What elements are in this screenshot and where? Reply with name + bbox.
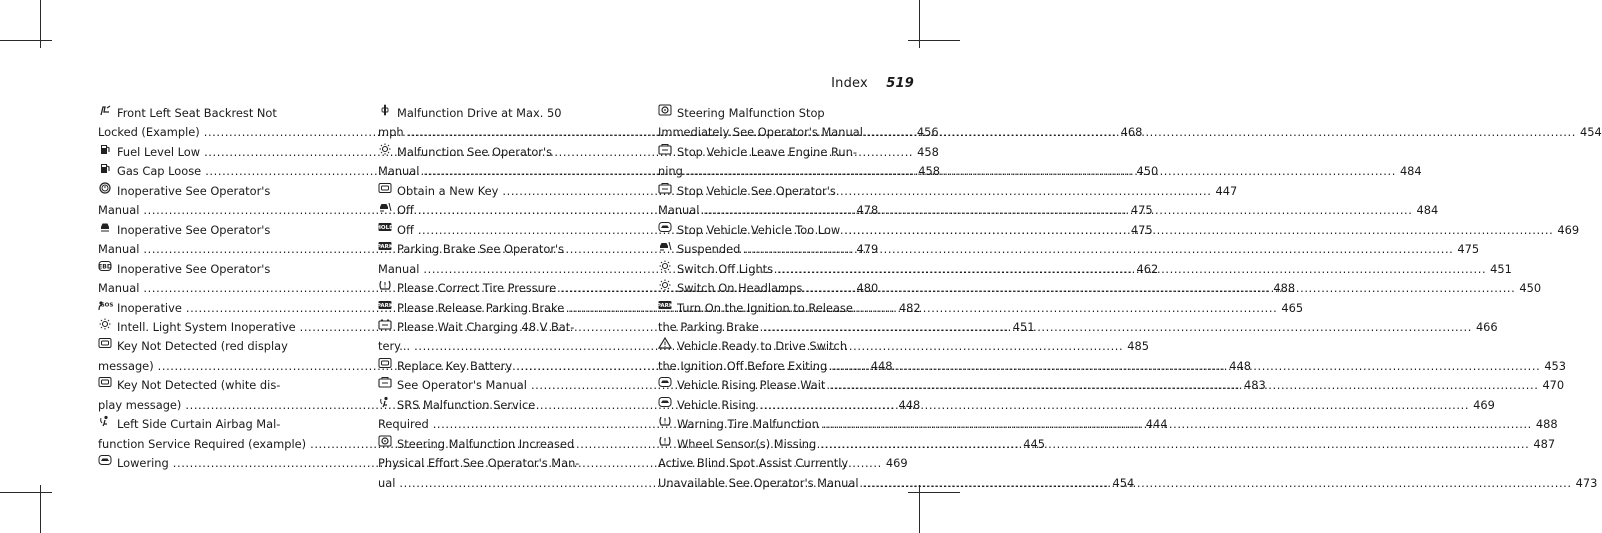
entry-text: Inoperative [117, 300, 182, 315]
entry-text: Vehicle Rising Please Wait [677, 378, 826, 393]
page-reference[interactable]: 473 [1575, 475, 1598, 490]
car-level-icon [658, 396, 672, 408]
steering-icon [658, 104, 672, 116]
page-reference[interactable]: 448 [870, 358, 893, 373]
crop-mark [908, 40, 960, 41]
entry-text: SRS Malfunction Service [397, 397, 536, 412]
svg-text:SOS: SOS [100, 302, 114, 309]
entry-text: Manual [378, 164, 420, 179]
entry-text: Off [397, 203, 414, 218]
key-icon [378, 182, 392, 194]
engine-icon [658, 143, 672, 155]
entry-text: Replace Key Battery [397, 358, 513, 373]
car-sensor-icon [98, 221, 112, 233]
entry-text: Fuel Level Low [117, 144, 201, 159]
page-reference[interactable]: 458 [917, 144, 939, 159]
page-reference[interactable]: 458 [918, 164, 941, 179]
distronic-icon [658, 240, 672, 252]
entry-text: play message) [98, 397, 182, 412]
page-reference[interactable]: 480 [856, 281, 879, 296]
leader-dots [703, 201, 1412, 220]
entry-text: Front Left Seat Backrest Not [117, 106, 277, 120]
svg-text:PARK: PARK [656, 302, 674, 309]
entry-text: the Parking Brake [658, 319, 759, 334]
page-reference[interactable]: 465 [1281, 300, 1304, 315]
airbag-icon [378, 396, 392, 408]
park-icon [378, 299, 392, 311]
leader-dots [823, 415, 1532, 434]
entry-text: Intell. Light System Inoperative [117, 319, 296, 334]
engine-icon [658, 182, 672, 194]
entry-text: Manual [658, 203, 700, 218]
page-reference[interactable]: 453 [1544, 358, 1567, 373]
page-reference[interactable]: 488 [1535, 417, 1558, 432]
entry-line [658, 337, 902, 356]
page-reference[interactable]: 485 [1127, 339, 1149, 354]
entry-line [658, 299, 902, 318]
entry-line [658, 104, 902, 123]
entry-line [98, 337, 342, 356]
page-header [831, 76, 914, 91]
page-reference[interactable]: 462 [1136, 261, 1159, 276]
entry-text: ual [378, 475, 396, 490]
crop-mark [0, 492, 52, 493]
page-number: 519 [886, 76, 914, 91]
key-icon [98, 376, 112, 388]
entry-text: Physical Effort See Operator's Man- [378, 456, 580, 471]
leader-dots [863, 474, 1572, 493]
light-bulb-icon [378, 143, 392, 155]
entry-text: mph [378, 125, 404, 140]
page-reference[interactable]: 475 [1130, 222, 1153, 237]
entry-text: Switch Off Lights [677, 261, 774, 276]
leader-dots [829, 376, 1538, 395]
tire-pressure-icon [378, 279, 392, 291]
entry-text: Manual [98, 281, 140, 296]
key-icon [378, 357, 392, 369]
page-reference[interactable]: 484 [1399, 164, 1422, 179]
page-reference[interactable]: 451 [1012, 319, 1035, 334]
park-icon [658, 299, 672, 311]
entry-text: Stop Vehicle See Operator's [677, 183, 836, 198]
entry-text: the Ignition Off Before Exiting [658, 358, 828, 373]
entry-text: Stop Vehicle Vehicle Too Low [677, 222, 841, 237]
entry-line [378, 104, 622, 123]
entry-text: Switch On Headlamps [677, 281, 803, 296]
svg-text:HOLD: HOLD [376, 224, 394, 231]
svg-text:PARK: PARK [376, 302, 394, 309]
page-reference[interactable]: 475 [1457, 242, 1480, 257]
page-reference[interactable]: 488 [1273, 281, 1296, 296]
entry-line [378, 240, 622, 259]
leader-dots [777, 260, 1486, 279]
light-bulb-icon [98, 318, 112, 330]
leader-dots [867, 123, 1576, 142]
park-icon [378, 240, 392, 252]
entry-text: tery... [378, 339, 411, 354]
entry-line [378, 318, 622, 337]
entry-text: Manual [98, 242, 140, 257]
page-reference[interactable]: 454 [1579, 125, 1602, 140]
page-reference[interactable]: 451 [1490, 261, 1512, 276]
page-reference[interactable]: 444 [1145, 417, 1168, 432]
airbag-icon [98, 415, 112, 427]
page-reference[interactable]: 469 [1473, 397, 1495, 412]
entry-text: Required [378, 417, 429, 432]
seat-backrest-icon [98, 104, 112, 116]
entry-line [98, 182, 342, 201]
entry-text: Steering Malfunction Increased [397, 436, 575, 451]
brake-warning-icon [98, 182, 112, 194]
steering-icon [378, 435, 392, 447]
entry-text: Key Not Detected (red display [117, 339, 288, 354]
car-level-icon [658, 221, 672, 233]
entry-text: Unavailable See Operator's Manual [658, 475, 859, 490]
page-reference[interactable]: 448 [1229, 358, 1251, 373]
entry-text: message) [98, 358, 154, 373]
fuel-pump-icon [98, 143, 112, 155]
entry-line [98, 104, 342, 123]
light-bulb-icon [658, 279, 672, 291]
page-reference[interactable]: 470 [1542, 378, 1565, 393]
page-reference[interactable]: 478 [856, 203, 879, 218]
entry-text: Wheel Sensor(s) Missing [677, 436, 817, 451]
header-title: Index [831, 76, 868, 91]
entry-text: Manual [378, 261, 420, 276]
entry-text: Inoperative See Operator's [117, 222, 271, 237]
entry-text: Steering Malfunction Stop [677, 106, 825, 120]
engine-icon [378, 376, 392, 388]
page-reference[interactable]: 482 [898, 300, 921, 315]
entry-text: Malfunction Drive at Max. 50 [397, 106, 562, 120]
entry-line [378, 435, 622, 454]
page-reference[interactable]: 450 [1519, 281, 1542, 296]
page-reference[interactable]: 484 [1416, 203, 1439, 218]
page-reference[interactable]: 448 [898, 397, 921, 412]
svg-text:EBD: EBD [98, 263, 112, 271]
entry-text: Manual [98, 203, 140, 218]
page-reference[interactable]: 456 [916, 125, 939, 140]
entry-text: Malfunction See Operator's [397, 144, 553, 159]
entry-line [98, 415, 342, 434]
entry-text: Please Wait Charging 48 V Bat- [397, 319, 575, 334]
entry-text: Vehicle Rising [677, 397, 756, 412]
entry-text: Left Side Curtain Airbag Mal- [117, 417, 281, 432]
entry-text: Parking Brake See Operator's [397, 242, 565, 257]
entry-text: Immediately See Operator's Manual [658, 125, 863, 140]
page-reference[interactable]: 447 [1215, 183, 1238, 198]
entry-text: Active Blind Spot Assist Currently [658, 456, 849, 471]
key-icon [98, 337, 112, 349]
svg-text:PARK: PARK [376, 244, 394, 251]
page-reference[interactable]: 450 [1136, 164, 1159, 179]
battery-icon [378, 318, 392, 330]
entry-text: ning [658, 164, 683, 179]
leader-dots [844, 221, 1553, 240]
page-reference[interactable]: 469 [885, 456, 908, 471]
entry-text: Lowering [117, 456, 169, 471]
index-entry [658, 240, 1480, 259]
drive-malfunction-icon [378, 104, 392, 116]
car-level-icon [658, 376, 672, 388]
page-reference[interactable]: 487 [1533, 436, 1556, 451]
entry-line [98, 260, 342, 279]
entry-text: function Service Required (example) [98, 436, 307, 451]
page-reference[interactable]: 445 [1023, 436, 1045, 451]
entry-text: Please Correct Tire Pressure [397, 281, 557, 296]
entry-text: Inoperative See Operator's [117, 183, 271, 198]
entry-text: Gas Cap Loose [117, 164, 202, 179]
distronic-icon [378, 201, 392, 213]
entry-line [378, 396, 622, 415]
leader-dots [687, 162, 1396, 181]
page-reference[interactable]: 479 [856, 242, 879, 257]
leader-dots [760, 396, 1469, 415]
entry-line [378, 143, 622, 162]
entry-line [658, 240, 1480, 259]
entry-text: Stop Vehicle Leave Engine Run- [677, 144, 857, 159]
entry-text: Key Not Detected (white dis- [117, 378, 281, 393]
tire-pressure-icon [658, 435, 672, 447]
entry-text: Vehicle Ready to Drive Switch [677, 339, 848, 354]
page-reference[interactable]: 468 [1120, 125, 1143, 140]
entry-text: Locked (Example) [98, 125, 200, 140]
leader-dots [831, 357, 1540, 376]
light-bulb-icon [658, 260, 672, 272]
entry-line [658, 454, 902, 473]
entry-line [98, 376, 342, 395]
warning-triangle-icon [658, 337, 672, 349]
page-reference[interactable]: 466 [1475, 319, 1498, 334]
entry-line [658, 182, 902, 201]
sos-icon [98, 299, 112, 311]
entry-text: Please Release Parking Brake [397, 300, 565, 315]
tire-pressure-icon [658, 415, 672, 427]
entry-text: Inoperative See Operator's [117, 261, 271, 276]
page-reference[interactable]: 454 [1112, 475, 1135, 490]
entry-text: Suspended [677, 242, 741, 257]
leader-dots [806, 279, 1515, 298]
fuel-pump-icon [98, 162, 112, 174]
entry-text: See Operator's Manual [397, 378, 527, 393]
entry-text: Warning Tire Malfunction [677, 417, 819, 432]
entry-line [658, 143, 902, 162]
page-reference[interactable]: 475 [1130, 203, 1153, 218]
entry-text: Turn On the Ignition to Release [677, 300, 853, 315]
car-level-icon [98, 454, 112, 466]
page-reference[interactable]: 483 [1244, 378, 1266, 393]
entry-text: Off [397, 222, 414, 237]
page-reference[interactable]: 469 [1557, 222, 1580, 237]
entry-line [98, 221, 342, 240]
leader-dots [820, 435, 1529, 454]
leader-dots [763, 318, 1472, 337]
entry-text: Obtain a New Key [397, 183, 499, 198]
ebd-icon [98, 260, 112, 272]
hold-icon [378, 221, 392, 233]
entry-line [378, 454, 622, 473]
leader-dots [744, 240, 1453, 259]
crop-mark [0, 40, 52, 41]
